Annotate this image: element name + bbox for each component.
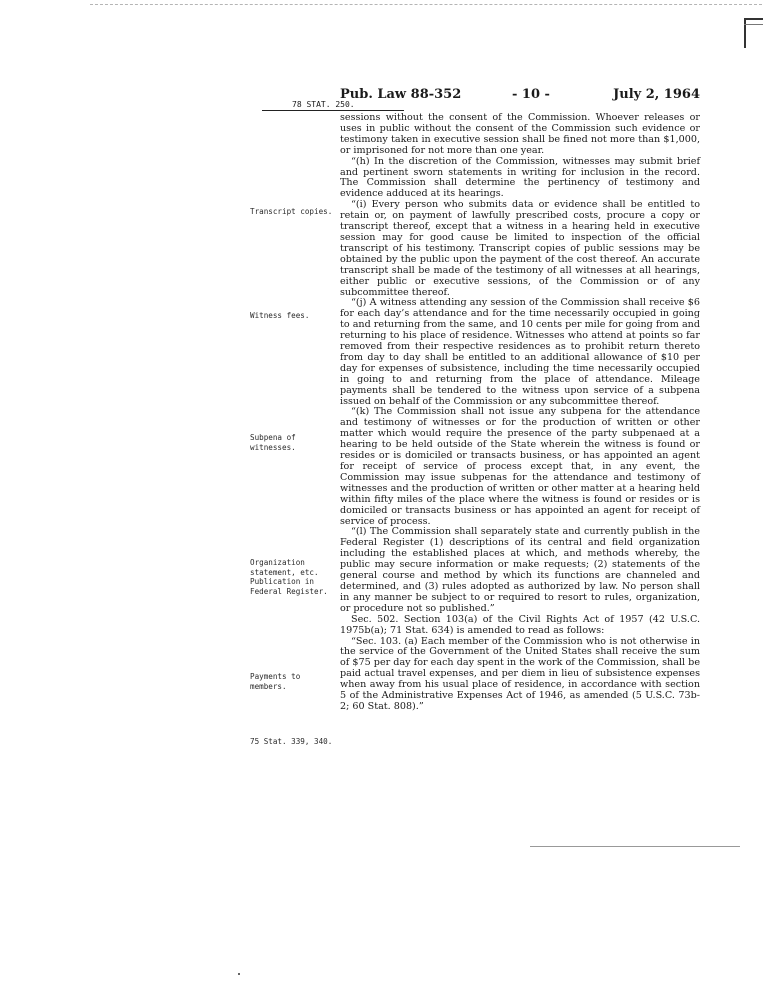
margin-note-organization: Organization statement, etc. Publication in Federal Register. <box>250 558 328 596</box>
statute-reference <box>262 100 404 111</box>
scan-speck <box>238 973 240 975</box>
page-number: - 10 - <box>512 87 550 102</box>
paragraph-l: “(l) The Commission shall separately state and currently publish in the Federal Register (1) descriptions of its central and field organization including the established places at which, and methods whereby, the public may secure information or make requests; (2) statements of the general course and method by which its functions are channeled and determined, and (3) rules adopted as authorized by law. No person shall in any manner be subject to or required to resort to rules, organization, or procedure not so published.” <box>340 526 700 614</box>
bottom-rule <box>530 846 740 847</box>
paragraph-h: “(h) In the discretion of the Commission, witnesses may submit brief and pertinent sworn statements in writing for inclusion in the record. The Commission shall determine the pertinency of testimony and evidence adduced at its hearings. <box>340 155 700 200</box>
paragraph-continued: sessions without the consent of the Commission. Whoever releases or uses in public without the consent of the Commission such evidence or testimony taken in executive session shall be fined not more than $1,000, or imprisoned for not more than one year. <box>340 112 700 156</box>
paragraph-i: “(i) Every person who submits data or evidence shall be entitled to retain or, on payment of lawfully prescribed costs, procure a copy or transcript thereof, except that a witness in a hearing held in executive session may for good cause be limited to inspection of the official transcript of his testimony. Transcript copies of public sessions may be obtained by the public upon the payment of the cost thereof. An accurate transcript shall be made of the testimony of all witnesses at all hearings, either public or executive sessions, of the Commission or of any subcommittee thereof. <box>340 199 700 298</box>
paragraph-j: “(j) A witness attending any session of the Commission shall receive $6 for each day’s attendance and for the time necessarily occupied in going to and returning from the same, and 10 cents per mile for going from and returning to his place of residence. Witnesses who attend at points so far removed from their respective residences as to prohibit return thereto from day to day shall be entitled to an additional allowance of $10 per day for expenses of subsistence, including the time necessarily occupied in going to and returning from the place of attendance. Mileage payments shall be tendered to the witness upon service of a subpena issued on behalf of the Commission or any subcommittee thereof. <box>340 297 700 407</box>
margin-note-payments: Payments to members. <box>250 672 301 691</box>
statute-reference-text: 78 STAT. 250. <box>292 100 355 109</box>
scan-edge-line <box>90 4 762 5</box>
margin-note-witness-fees: Witness fees. <box>250 311 310 320</box>
margin-note-stat-ref: 75 Stat. 339, 340. <box>250 737 333 746</box>
law-number: Pub. Law 88-352 <box>340 87 462 102</box>
paragraph-k: “(k) The Commission shall not issue any subpena for the attendance and testimony of witnesses or for the production of written or other matter which would require the presence of the party subpenaed at a hearing to be held outside of the State wherein the witness is found or resides or is domiciled or transacts business, or has appointed an agent for receipt of service of process except that, in any event, the Commission may issue subpenas for the attendance and testimony of witnesses and the production of written or other matter at a hearing held within fifty miles of the place where the witness is found or resides or is domiciled or transacts business or has appointed an agent for receipt of service of process. <box>340 406 700 527</box>
paragraph-sec-502: Sec. 502. Section 103(a) of the Civil Rights Act of 1957 (42 U.S.C. 1975b(a); 71 Stat. 634) is amended to read as follows: <box>340 613 700 636</box>
law-date: July 2, 1964 <box>613 87 700 102</box>
margin-note-subpena: Subpena of witnesses. <box>250 433 296 452</box>
corner-crop-mark <box>744 18 763 48</box>
body-text <box>340 113 700 713</box>
margin-note-transcript: Transcript copies. <box>250 207 333 216</box>
paragraph-sec-103: “Sec. 103. (a) Each member of the Commission who is not otherwise in the service of the Government of the United States shall receive the sum of $75 per day for each day spent in the work of the Commission, shall be paid actual travel expenses, and per diem in lieu of subsistence expenses when away from his usual place of residence, in accordance with section 5 of the Administrative Expenses Act of 1946, as amended (5 U.S.C. 73b-2; 60 Stat. 808).” <box>340 635 700 712</box>
